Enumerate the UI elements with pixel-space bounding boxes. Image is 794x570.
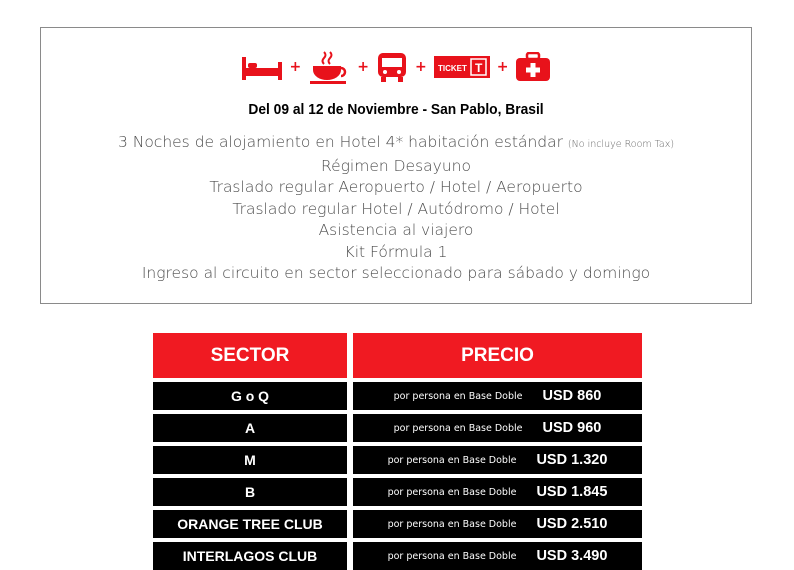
price-note: por persona en Base Doble [387,454,517,466]
sector-cell: G o Q [153,382,347,410]
plus-sign: + [496,59,509,75]
price-value: USD 960 [542,420,602,436]
price-note: por persona en Base Doble [393,422,523,434]
price-cell [353,478,642,506]
list-item [41,132,751,156]
services-icon-row [41,50,751,84]
ticket-letter: T [474,61,483,75]
first-aid-kit-icon [515,52,551,82]
sector-cell: INTERLAGOS CLUB [153,542,347,570]
list-item: Kit Fórmula 1 [344,242,448,261]
price-cell [353,510,642,538]
price-value: USD 2.510 [536,516,608,532]
table-row [153,510,642,538]
table-row [153,382,642,410]
list-item: Asistencia al viajero [318,221,474,239]
bed-icon [241,53,283,81]
ticket-icon [434,56,490,78]
plus-sign: + [289,59,302,75]
package-info-box [40,27,752,304]
table-body [153,382,642,570]
price-note: por persona en Base Doble [387,518,517,530]
price-cell [353,382,642,410]
coffee-cup-icon [308,50,350,84]
list-item: Ingreso al circuito en sector seleccionado para sábado y domingo [141,264,651,282]
price-note: por persona en Base Doble [387,486,517,498]
plus-sign: + [357,59,369,75]
sector-cell: ORANGE TREE CLUB [153,510,347,538]
sector-cell: M [153,446,347,474]
header-precio: PRECIO [353,333,642,378]
bus-icon [376,51,408,83]
list-item-text: 3 Noches de alojamiento en Hotel 4* habitación estándar [117,133,563,151]
plus-sign: + [415,59,427,75]
table-row [153,414,642,442]
sector-cell: A [153,414,347,442]
list-item: Régimen Desayuno [321,156,471,175]
table-row [153,446,642,474]
price-table [153,333,642,570]
price-cell [353,542,642,570]
list-item: Traslado regular Aeropuerto / Hotel / Aeropuerto [209,178,583,196]
sector-cell: B [153,478,347,506]
price-value: USD 1.320 [536,452,608,468]
package-headline: Del 09 al 12 de Noviembre - San Pablo, Brasil [248,101,544,118]
price-value: USD 1.845 [536,484,608,500]
price-value: USD 3.490 [536,548,608,564]
ticket-label: TICKET [437,64,467,73]
price-cell [353,414,642,442]
table-header [153,333,642,378]
room-tax-note: (No incluye Room Tax) [567,139,675,150]
included-services-list [41,132,751,285]
price-value: USD 860 [542,388,602,404]
price-cell [353,446,642,474]
header-sector: SECTOR [153,333,347,378]
table-row [153,478,642,506]
list-item: Traslado regular Hotel / Autódromo / Hotel [232,199,560,218]
price-note: por persona en Base Doble [393,390,523,402]
table-row [153,542,642,570]
price-note: por persona en Base Doble [387,550,517,562]
